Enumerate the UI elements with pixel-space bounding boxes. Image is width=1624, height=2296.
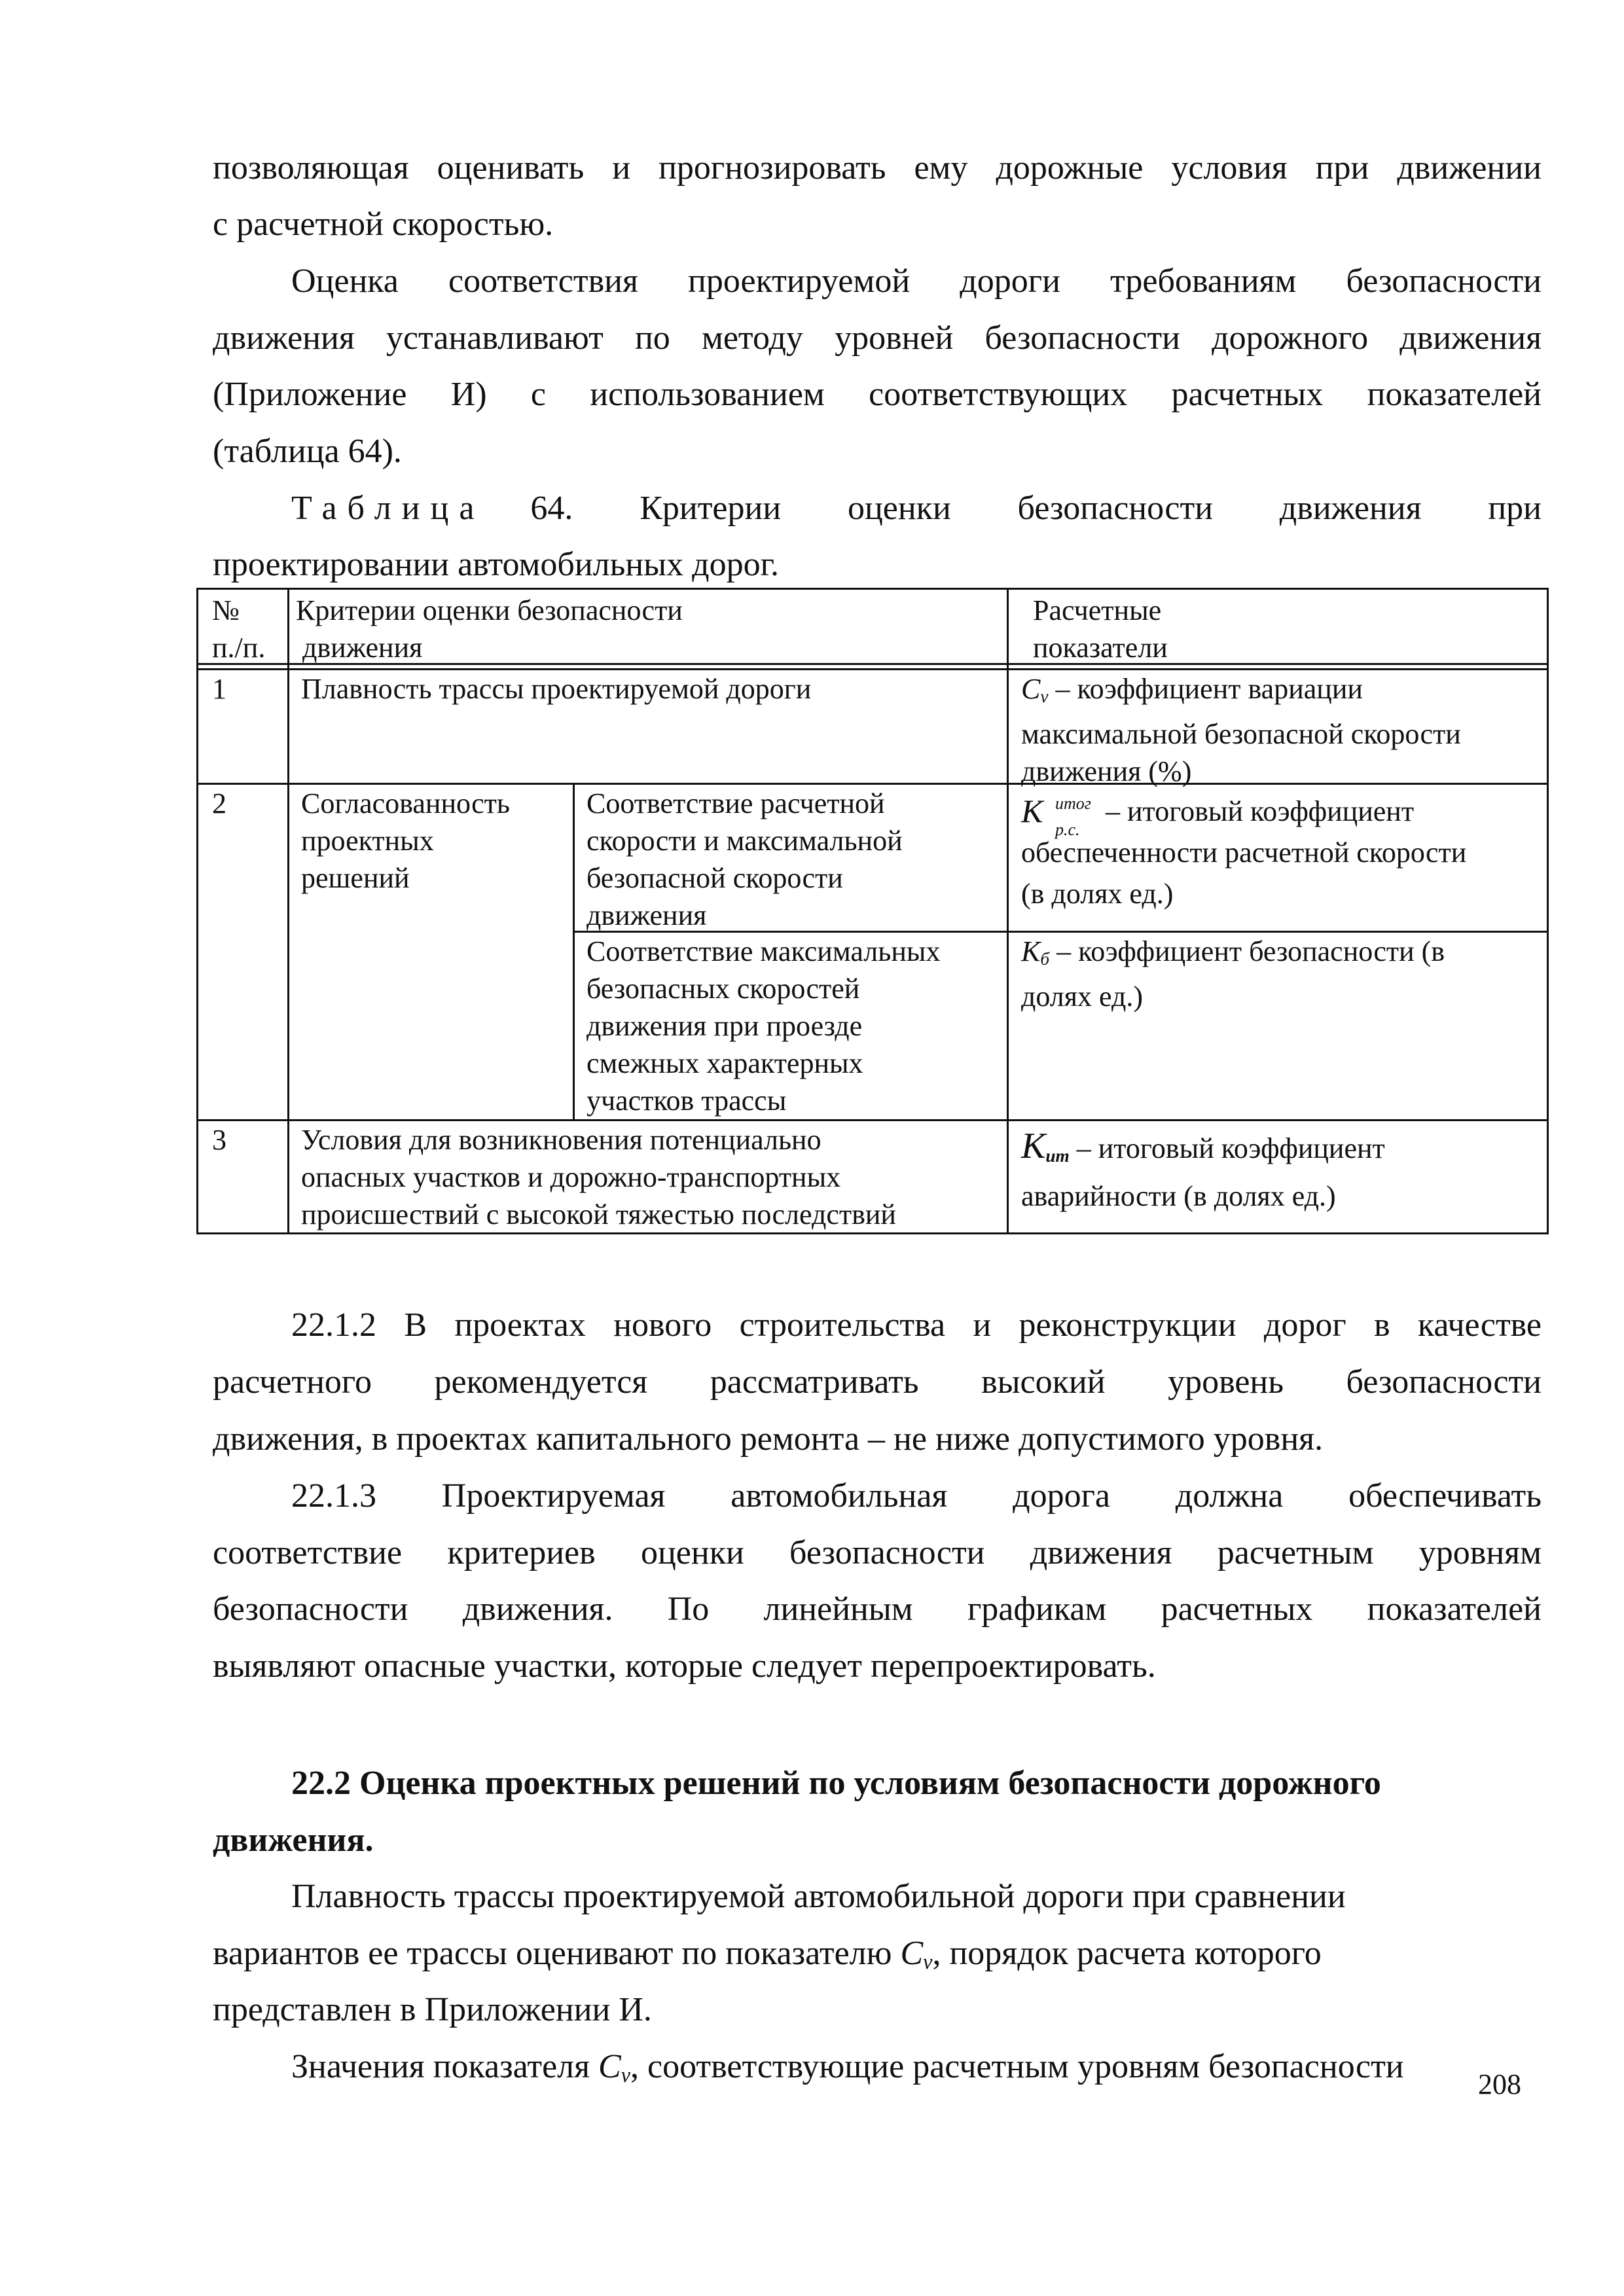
header-num: [212, 592, 265, 666]
paragraph-line: расчетного рекомендуется рассматривать высокий уровень безопасности: [213, 1363, 1542, 1401]
paragraph-line: Оценка соответствия проектируемой дороги требованиям безопасности: [291, 262, 1542, 300]
it-subscript: ит: [1045, 1146, 1070, 1166]
row2-sub1-line: безопасной скорости: [586, 862, 843, 894]
page-number: 208: [1478, 2068, 1521, 2100]
row1-indicator-line: максимальной безопасной скорости: [1021, 718, 1461, 750]
header-criteria-line: Критерии оценки безопасности: [296, 594, 683, 626]
paragraph-text: , порядок расчета которого: [932, 1935, 1322, 1972]
row2-sub2-line: Соответствие максимальных: [586, 935, 941, 967]
table-border: [573, 783, 575, 1121]
row2-num: 2: [212, 787, 226, 819]
table-caption: [291, 479, 1542, 538]
row2-sub1-line: скорости и максимальной: [586, 825, 903, 857]
paragraph-line: с расчетной скоростью.: [213, 206, 554, 243]
table-border: [287, 588, 289, 1234]
row2-ind1-line: обеспеченности расчетной скорости: [1021, 836, 1467, 869]
row2-sub2-line: участков трассы: [586, 1085, 787, 1117]
row2-ind2-line: долях ед.): [1021, 980, 1143, 1013]
c-symbol: C: [900, 1935, 924, 1972]
row2-group: [301, 785, 510, 897]
row1-criterion: Плавность трассы проектируемой дороги: [301, 673, 812, 705]
row2-ind2: [1021, 933, 1445, 1015]
row2-sub2-line: движения при проезде: [586, 1010, 863, 1042]
indicator-text: – итоговый коэффициент: [1098, 795, 1415, 827]
table-border: [1007, 588, 1009, 1234]
row3-indicator: [1021, 1126, 1385, 1217]
caption-text: 64. Критерии оценки безопасности движения при: [530, 490, 1542, 527]
paragraph-text: Значения показателя: [291, 2048, 590, 2085]
row2-sub2: [586, 933, 940, 1119]
rs-subscript: р.с.: [1055, 820, 1080, 839]
header-indicators: [1033, 592, 1168, 666]
row1-indicator: [1021, 670, 1461, 790]
section-heading-line: движения.: [213, 1821, 374, 1859]
row3-indicator-line: аварийности (в долях ед.): [1021, 1180, 1336, 1212]
row3-criterion-line: Условия для возникновения потенциально: [301, 1124, 821, 1156]
row1-indicator-line: движения (%): [1021, 755, 1192, 787]
k-letter: K: [1021, 935, 1041, 967]
row3-num: 3: [212, 1124, 226, 1156]
paragraph-line: позволяющая оценивать и прогнозировать ему дорожные условия при движении: [213, 149, 1542, 187]
v-subscript: v: [923, 1950, 933, 1974]
indicator-text: – коэффициент безопасности (в: [1049, 935, 1445, 967]
row2-sub1: [586, 785, 903, 934]
header-indicators-line: Расчетные: [1033, 594, 1162, 626]
table-border: [1547, 588, 1549, 1234]
paragraph-line: (таблица 64).: [213, 433, 402, 470]
table-caption-line: проектировании автомобильных дорог.: [213, 546, 780, 583]
row2-ind1-line: [1021, 791, 1466, 839]
k-itog-rs-symbol: [1021, 791, 1098, 839]
paragraph-line: выявляют опасные участки, которые следует перепроектировать.: [213, 1647, 1156, 1685]
header-num-line: п./п.: [212, 632, 266, 664]
table-border: [196, 588, 198, 1234]
row2-group-line: Согласованность: [301, 787, 510, 819]
table-border: [196, 588, 1549, 590]
paragraph-line: представлен в Приложении И.: [213, 1991, 652, 2028]
row3-criterion: [301, 1121, 896, 1233]
k-letter: K: [1021, 1126, 1046, 1166]
paragraph-text: , соответствующие расчетным уровням безопасности: [630, 2048, 1404, 2085]
v-subscript: v: [621, 2063, 631, 2087]
row2-sub2-line: смежных характерных: [586, 1047, 863, 1079]
header-indicators-line: показатели: [1033, 632, 1168, 664]
row2-sub1-line: движения: [586, 899, 707, 931]
criteria-table: [196, 588, 1549, 1234]
row2-group-line: проектных: [301, 825, 434, 857]
row2-sub1-line: Соответствие расчетной: [586, 787, 885, 819]
paragraph-line: соответствие критериев оценки безопасности движения расчетным уровням: [213, 1534, 1542, 1571]
paragraph-line: 22.1.3 Проектируемая автомобильная дорога должна обеспечивать: [291, 1477, 1542, 1515]
itog-superscript: итог: [1055, 794, 1091, 813]
row1-indicator-line: [1021, 670, 1461, 715]
row3-indicator-line: [1021, 1126, 1385, 1176]
header-criteria-line: движения: [302, 632, 423, 664]
b-subscript: б: [1040, 949, 1050, 969]
row3-criterion-line: опасных участков и дорожно-транспортных: [301, 1161, 841, 1193]
paragraph-line: безопасности движения. По линейным графикам расчетных показателей: [213, 1590, 1542, 1628]
paragraph-line: [291, 2037, 1404, 2104]
row2-sub2-line: безопасных скоростей: [586, 973, 860, 1005]
paragraph-line: Плавность трассы проектируемой автомобильной дороги при сравнении: [291, 1878, 1346, 1915]
k-letter: K: [1021, 793, 1043, 829]
paragraph-text: вариантов ее трассы оценивают по показателю: [213, 1935, 892, 1972]
row2-group-line: решений: [301, 862, 410, 894]
row2-ind2-line: [1021, 933, 1445, 978]
row2-ind1-line: (в долях ед.): [1021, 878, 1174, 910]
section-heading: 22.2 Оценка проектных решений по условиям безопасности дорожного: [291, 1765, 1381, 1802]
indicator-text: – итоговый коэффициент: [1069, 1132, 1385, 1164]
header-num-line: №: [212, 594, 240, 626]
c-symbol: C: [598, 2048, 621, 2085]
paragraph-line: (Приложение И) с использованием соответствующих расчетных показателей: [213, 376, 1542, 413]
v-subscript: v: [1040, 687, 1049, 706]
paragraph-line: 22.1.2 В проектах нового строительства и реконструкции дорог в качестве: [291, 1306, 1542, 1344]
c-symbol: C: [1021, 673, 1041, 705]
header-criteria: [296, 592, 683, 666]
paragraph-line: движения, в проектах капитального ремонта – не ниже допустимого уровня.: [213, 1420, 1324, 1458]
paragraph-line: движения устанавливают по методу уровней безопасности дорожного движения: [213, 319, 1542, 357]
row3-criterion-line: происшествий с высокой тяжестью последствий: [301, 1198, 896, 1230]
row1-num: 1: [212, 673, 226, 705]
row2-ind1: [1021, 791, 1466, 914]
caption-word: Таблица: [291, 490, 485, 527]
indicator-text: – коэффициент вариации: [1048, 673, 1363, 705]
